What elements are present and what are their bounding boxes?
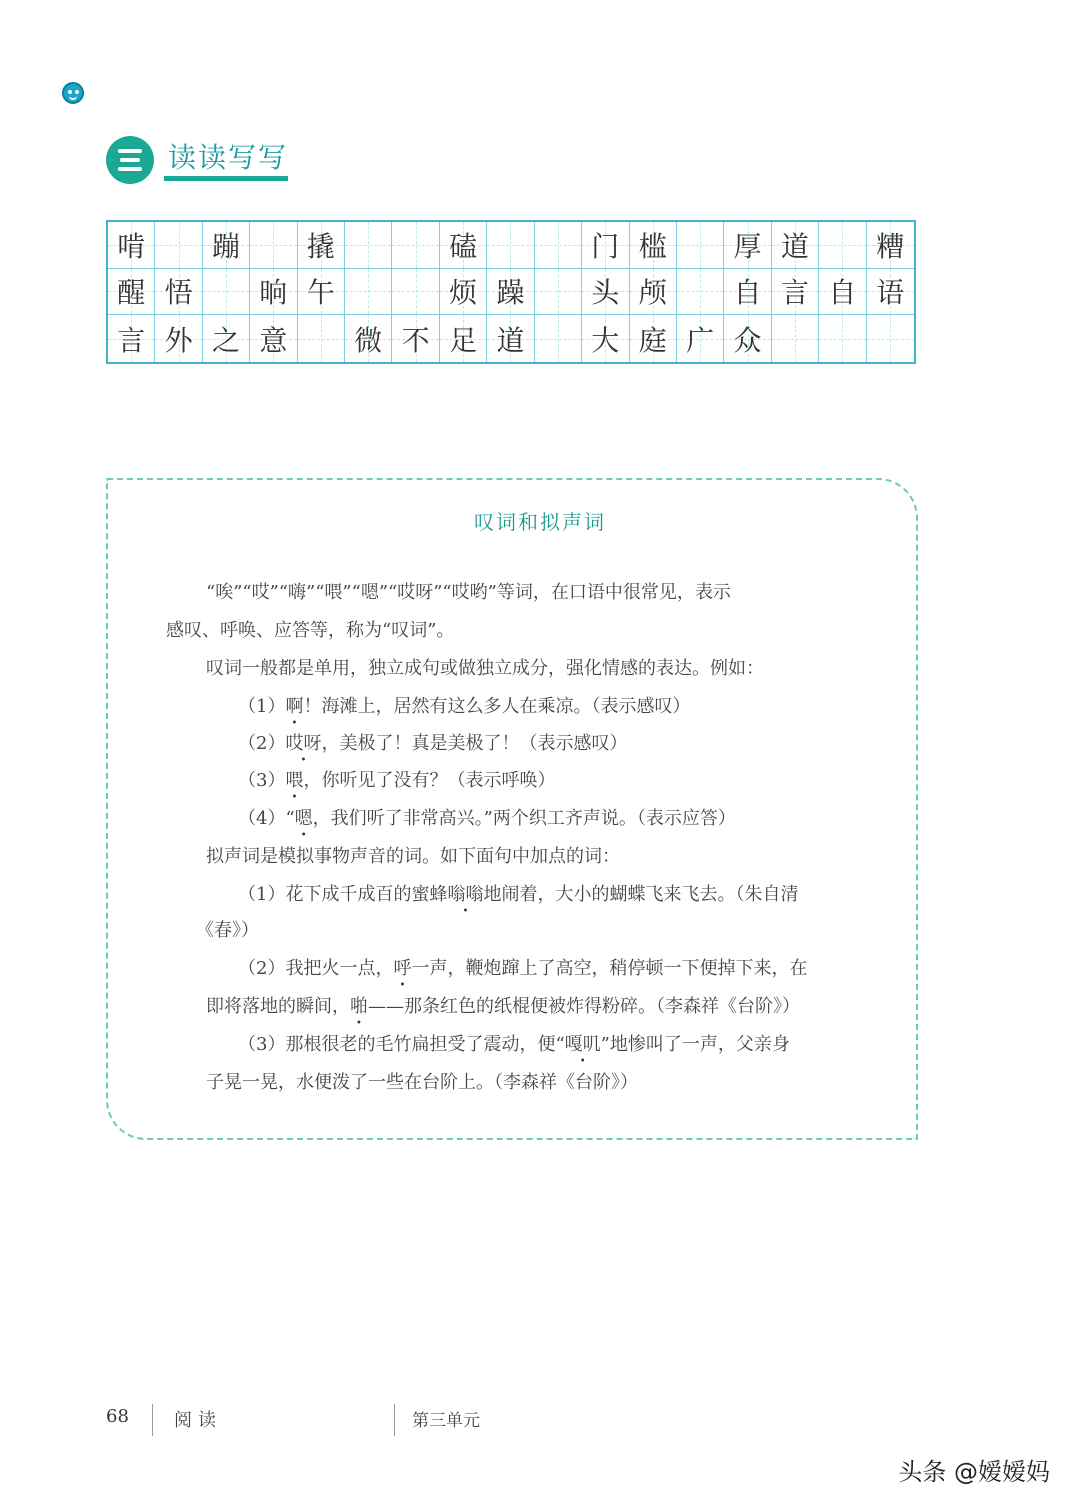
section-title-underline (164, 176, 288, 181)
grid-character: 外 (164, 323, 193, 357)
grid-character: 众 (733, 323, 762, 357)
grid-character: 啃 (117, 229, 146, 263)
grid-cell (630, 269, 677, 316)
grid-character: 广 (686, 323, 715, 357)
grid-cell (724, 222, 771, 269)
grid-cell (772, 315, 819, 362)
grid-cell (392, 222, 439, 269)
grid-cell (867, 269, 914, 316)
grid-character: 门 (591, 229, 620, 263)
section-title: 读读写写 (168, 141, 289, 174)
grid-cell (298, 222, 345, 269)
grid-cell (203, 269, 250, 316)
grid-cell (535, 222, 582, 269)
number-three-icon (106, 136, 154, 184)
grid-cell (250, 222, 297, 269)
grid-cell (677, 315, 724, 362)
example-line: （1）花下成千成百的蜜蜂嗡嗡地闹着，大小的蝴蝶飞来飞去。（朱自清 (238, 884, 799, 905)
footer-unit: 第三单元 (412, 1411, 480, 1431)
grid-cell (630, 222, 677, 269)
example-line: （4）“嗯，我们听了非常高兴。”两个织工齐声说。（表示应答） (238, 808, 736, 829)
example-line: 即将落地的瞬间，啪——那条红色的纸棍便被炸得粉碎。（李森祥《台阶》） (206, 996, 800, 1017)
example-line: 《春》） (196, 920, 259, 941)
grid-character: 槛 (638, 229, 667, 263)
grid-cell (772, 269, 819, 316)
grid-cell (582, 269, 629, 316)
grid-character: 醒 (117, 276, 146, 310)
grid-cell (298, 315, 345, 362)
grid-character: 庭 (638, 323, 667, 357)
example-line: （3）那根很老的毛竹扁担受了震动，便“嘎叽”地惨叫了一声，父亲身 (238, 1034, 790, 1055)
grid-character: 午 (306, 276, 335, 310)
grid-cell (155, 222, 202, 269)
dotted-word: 啊 (285, 696, 304, 717)
grid-cell (867, 222, 914, 269)
grid-character: 自 (828, 276, 857, 310)
grid-character: 糟 (876, 229, 905, 263)
paragraph-line: 感叹、呼唤、应答等，称为“叹词”。 (166, 620, 455, 641)
grid-character: 磕 (449, 229, 478, 263)
grid-cell (345, 269, 392, 316)
grid-cell (203, 315, 250, 362)
grid-character: 自 (733, 276, 762, 310)
grid-character: 言 (780, 276, 809, 310)
grid-cell (819, 315, 866, 362)
footer-divider (152, 1404, 153, 1436)
grid-cell (724, 269, 771, 316)
grid-cell (535, 269, 582, 316)
grid-cell (677, 269, 724, 316)
grid-cell (867, 315, 914, 362)
example-line: （1）啊！海滩上，居然有这么多人在乘凉。（表示感叹） (238, 696, 691, 717)
grid-character: 头 (591, 276, 620, 310)
grid-character: 不 (401, 323, 430, 357)
grid-cell (487, 269, 534, 316)
grid-cell (108, 315, 155, 362)
footer-section: 阅读 (174, 1410, 222, 1431)
grid-character: 之 (212, 323, 241, 357)
paragraph-line: 叹词一般都是单用，独立成句或做独立成分，强化情感的表达。例如： (206, 658, 764, 679)
dotted-word: 嗡嗡 (447, 884, 484, 905)
grid-cell (819, 269, 866, 316)
paragraph-line: “唉”“哎”“嗨”“喂”“嗯”“哎呀”“哎哟”等词，在口语中很常见，表示 (206, 582, 731, 603)
grid-character: 躁 (496, 276, 525, 310)
grid-character: 晌 (259, 276, 288, 310)
page-number: 68 (106, 1406, 129, 1427)
grid-character: 大 (591, 323, 620, 357)
grid-cell (630, 315, 677, 362)
grid-cell (535, 315, 582, 362)
grid-cell (392, 269, 439, 316)
grid-cell (582, 315, 629, 362)
example-line: 子晃一晃，水便泼了一些在台阶上。（李森祥《台阶》） (206, 1072, 638, 1093)
example-line: （2）哎呀，美极了！真是美极了！（表示感叹） (238, 733, 628, 754)
grid-cell (487, 315, 534, 362)
grid-cell (345, 315, 392, 362)
smiley-icon (62, 82, 84, 104)
dotted-word: 喂 (285, 770, 304, 791)
grid-cell (440, 315, 487, 362)
grid-cell (677, 222, 724, 269)
grid-character: 悟 (164, 276, 193, 310)
panel-title: 叹词和拟声词 (474, 510, 606, 534)
grid-character: 言 (117, 323, 146, 357)
grid-character: 道 (496, 323, 525, 357)
grid-character: 语 (876, 276, 905, 310)
grid-cell (250, 315, 297, 362)
watermark-text: 头条 @嫒嫒妈 (898, 1458, 1050, 1486)
dotted-word: 啪 (350, 996, 368, 1017)
dotted-word: 嘎叽 (564, 1034, 601, 1055)
grid-cell (440, 222, 487, 269)
example-line: （3）喂，你听见了没有？（表示呼唤） (238, 770, 556, 791)
grid-character: 道 (780, 229, 809, 263)
grid-cell (250, 269, 297, 316)
grid-cell (582, 222, 629, 269)
footer-divider (394, 1404, 395, 1436)
grid-character: 颅 (638, 276, 667, 310)
grid-cell (487, 222, 534, 269)
grid-cell (345, 222, 392, 269)
dotted-word: 哎呀 (285, 733, 322, 754)
grid-character: 意 (259, 323, 288, 357)
grid-cell (819, 222, 866, 269)
grid-cell (155, 269, 202, 316)
grid-cell (298, 269, 345, 316)
paragraph-line: 拟声词是模拟事物声音的词。如下面句中加点的词： (206, 846, 620, 867)
grid-cell (724, 315, 771, 362)
grid-cell (440, 269, 487, 316)
grid-character: 撬 (306, 229, 335, 263)
grid-cell (108, 269, 155, 316)
grid-cell (108, 222, 155, 269)
character-practice-grid (106, 220, 916, 364)
grid-character: 烦 (449, 276, 478, 310)
grid-cell (203, 222, 250, 269)
example-line: （2）我把火一点，呼一声，鞭炮蹿上了高空，稍停顿一下便掉下来，在 (238, 958, 808, 979)
grid-character: 厚 (733, 229, 762, 263)
grid-character: 足 (449, 323, 478, 357)
dotted-word: 嗯 (294, 808, 313, 829)
dotted-word: 呼 (393, 958, 412, 979)
grid-character: 微 (354, 323, 383, 357)
grid-character: 蹦 (212, 229, 241, 263)
grid-cell (392, 315, 439, 362)
grid-cell (772, 222, 819, 269)
grid-cell (155, 315, 202, 362)
